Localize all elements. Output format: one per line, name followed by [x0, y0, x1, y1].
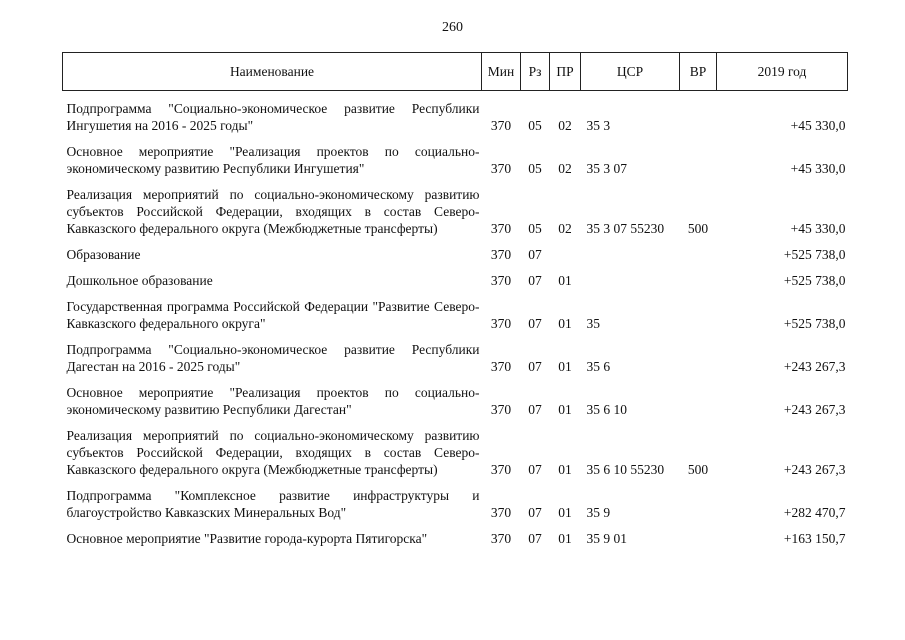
budget-table [62, 52, 848, 547]
row-min: 370 [490, 118, 512, 133]
row-min: 370 [490, 161, 512, 176]
row-csr: 35 6 [586, 359, 611, 374]
row-min: 370 [490, 462, 512, 477]
row-csr: 35 9 [586, 505, 611, 520]
row-csr: 35 6 10 [586, 402, 627, 417]
row-rz: 05 [528, 161, 542, 176]
row-sum: +45 330,0 [790, 161, 846, 176]
row-sum: +45 330,0 [790, 221, 846, 236]
row-name: Подпрограмма "Социально-экономическое развитие Республики Дагестан на 2016 - 2025 годы" [66, 342, 480, 374]
row-min: 370 [490, 402, 512, 417]
row-sum: +243 267,3 [783, 462, 846, 477]
row-vr [680, 263, 717, 289]
row-name: Образование [66, 247, 141, 262]
row-name: Основное мероприятие "Развитие города-курорта Пятигорска" [66, 531, 428, 546]
row-sum: +282 470,7 [783, 505, 846, 520]
row-name: Подпрограмма "Комплексное развитие инфраструктуры и благоустройство Кавказских Минеральных Вод" [66, 488, 480, 520]
row-rz: 07 [528, 273, 542, 288]
table-row [63, 332, 848, 375]
row-rz: 07 [528, 505, 542, 520]
header-pr: ПР [550, 53, 581, 91]
row-vr [680, 134, 717, 177]
row-vr [680, 289, 717, 332]
row-vr: 500 [687, 221, 709, 236]
table-row [63, 100, 848, 134]
row-vr [680, 375, 717, 418]
row-pr: 01 [558, 402, 572, 417]
table-row [63, 289, 848, 332]
row-pr: 02 [558, 161, 572, 176]
row-rz: 05 [528, 221, 542, 236]
row-name: Дошкольное образование [66, 273, 213, 288]
row-min: 370 [490, 505, 512, 520]
header-vr: ВР [680, 53, 717, 91]
row-csr: 35 3 [586, 118, 611, 133]
row-vr [680, 332, 717, 375]
row-vr [680, 521, 717, 547]
row-pr [550, 237, 581, 263]
row-min: 370 [490, 316, 512, 331]
table-row [63, 375, 848, 418]
table-row [63, 521, 848, 547]
header-name: Наименование [63, 53, 482, 91]
row-vr [680, 237, 717, 263]
header-min: Мин [482, 53, 521, 91]
row-min: 370 [490, 359, 512, 374]
row-csr [581, 263, 680, 289]
row-pr: 02 [558, 118, 572, 133]
table-row [63, 237, 848, 263]
row-sum: +243 267,3 [783, 402, 846, 417]
row-sum: +525 738,0 [783, 247, 846, 262]
table-header-row [63, 53, 848, 91]
row-rz: 07 [528, 316, 542, 331]
row-pr: 01 [558, 462, 572, 477]
row-pr: 01 [558, 273, 572, 288]
row-csr: 35 9 01 [586, 531, 627, 546]
row-rz: 05 [528, 118, 542, 133]
row-name: Подпрограмма "Социально-экономическое развитие Республики Ингушетия на 2016 - 2025 годы" [66, 101, 480, 133]
page-number: 260 [442, 20, 463, 35]
row-sum: +525 738,0 [783, 273, 846, 288]
row-min: 370 [490, 273, 512, 288]
table-row [63, 263, 848, 289]
row-min: 370 [490, 531, 512, 546]
row-csr: 35 3 07 [586, 161, 627, 176]
row-rz: 07 [528, 247, 542, 262]
row-pr: 01 [558, 505, 572, 520]
row-csr: 35 [586, 316, 600, 331]
row-rz: 07 [528, 359, 542, 374]
row-pr: 01 [558, 316, 572, 331]
row-name: Государственная программа Российской Федерации "Развитие Северо-Кавказского федерального округа" [66, 299, 480, 331]
table-row [63, 134, 848, 177]
row-vr [680, 100, 717, 134]
header-rz: Рз [521, 53, 550, 91]
row-pr: 01 [558, 359, 572, 374]
row-vr: 500 [687, 462, 709, 477]
row-sum: +243 267,3 [783, 359, 846, 374]
row-sum: +525 738,0 [783, 316, 846, 331]
header-sum: 2019 год [717, 53, 848, 91]
row-csr [581, 237, 680, 263]
table-body [63, 91, 848, 548]
row-pr: 02 [558, 221, 572, 236]
table-row [63, 478, 848, 521]
row-min: 370 [490, 247, 512, 262]
row-min: 370 [490, 221, 512, 236]
row-vr [680, 478, 717, 521]
row-sum: +45 330,0 [790, 118, 846, 133]
row-csr: 35 6 10 55230 [586, 462, 665, 477]
row-rz: 07 [528, 462, 542, 477]
row-sum: +163 150,7 [783, 531, 846, 546]
row-name: Реализация мероприятий по социально-экономическому развитию субъектов Российской Федерации, входящих в состав Северо-Кавказского федерального округа (Межбюджетные трансферты) [66, 428, 480, 477]
header-csr: ЦСР [581, 53, 680, 91]
row-name: Основное мероприятие "Реализация проектов по социально-экономическому развитию Республики Дагестан" [66, 385, 480, 417]
row-name: Реализация мероприятий по социально-экономическому развитию субъектов Российской Федерации, входящих в состав Северо-Кавказского федерального округа (Межбюджетные трансферты) [66, 187, 480, 236]
row-pr: 01 [558, 531, 572, 546]
row-name: Основное мероприятие "Реализация проектов по социально-экономическому развитию Республики Ингушетия" [66, 144, 480, 176]
table-row [63, 177, 848, 237]
row-rz: 07 [528, 531, 542, 546]
row-rz: 07 [528, 402, 542, 417]
table-row [63, 418, 848, 478]
row-csr: 35 3 07 55230 [586, 221, 665, 236]
